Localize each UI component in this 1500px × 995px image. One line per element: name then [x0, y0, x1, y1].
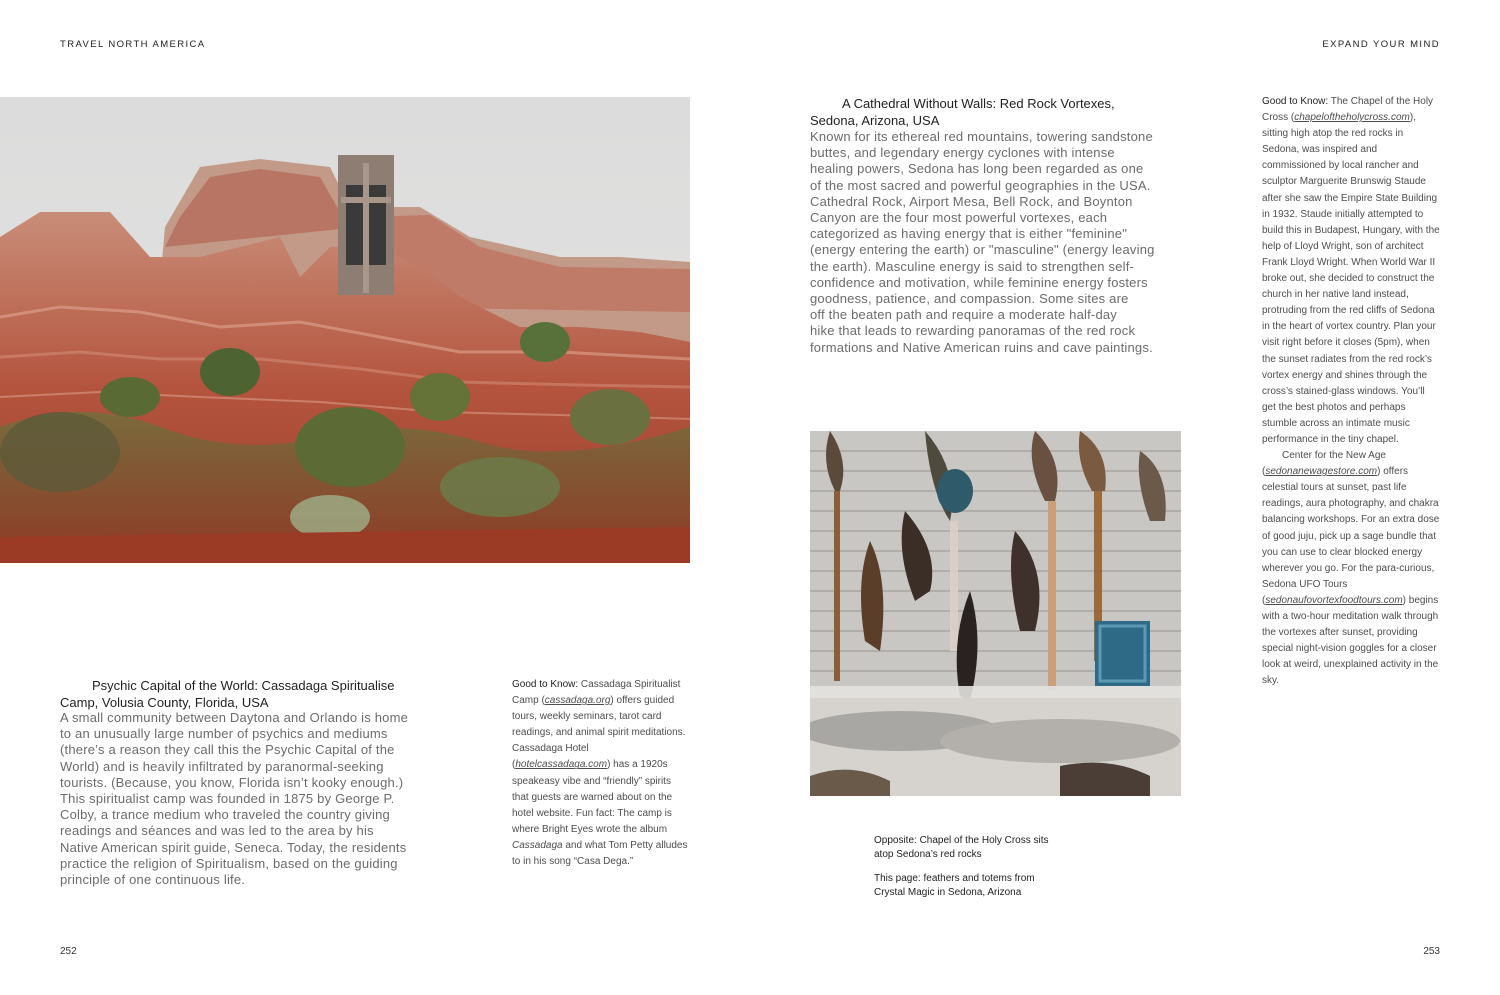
sedona-body-line: Canyon are the four most powerful vortexes, each: [810, 210, 1108, 226]
gtk-label: Good to Know:: [1262, 96, 1329, 107]
cassadaga-body-line: principle of one continuous life.: [60, 872, 246, 888]
cassadaga-body-line: (there’s a reason they call this the Psychic Capital of the: [60, 742, 395, 758]
sedona-body-line: goodness, patience, and compassion. Some sites are: [810, 291, 1129, 307]
hotel-link: hotelcassadaga.com: [515, 759, 608, 771]
cassadaga-body: [60, 710, 460, 888]
cassadaga-body-line: to an unusually large number of psychics and mediums: [60, 726, 388, 742]
gtk-text: ) offers guided tours, weekly seminars, tarot card readings, and animal spirit meditations. Cassadaga Hotel (: [512, 695, 686, 771]
gtk-text: ) begins with a two-hour meditation walk through the vortexes after sunset, providing special night-vision goggles for a closer look at weird, unexplained activity in the sky.: [1262, 594, 1439, 687]
sedona-body-line: Cathedral Rock, Airport Mesa, Bell Rock, and Boynton: [810, 193, 1133, 209]
cassadaga-good-to-know: [512, 677, 688, 870]
sedona-body-line: (energy entering the earth) or "masculine" (energy leaving: [810, 242, 1155, 258]
running-head-right: EXPAND YOUR MIND: [1322, 39, 1440, 50]
gtk-text: Cassadaga Spiritualist Camp (: [512, 679, 681, 707]
caption-opposite: Opposite: Chapel of the Holy Cross sits atop Sedona’s red rocks: [874, 835, 1049, 860]
ufo-tours-link: sedonaufovortexfoodtours.com: [1265, 594, 1403, 606]
cassadaga-body-line: practice the religion of Spiritualism, based on the guiding: [60, 855, 398, 871]
sedona-title-line2: Sedona, Arizona, USA: [810, 113, 940, 128]
cassadaga-link: cassadaga.org: [544, 695, 611, 707]
running-head-left: TRAVEL NORTH AMERICA: [60, 39, 206, 50]
chapel-photo: [0, 97, 690, 563]
sedona-title-line1: A Cathedral Without Walls: Red Rock Vortexes,: [842, 96, 1115, 111]
cassadaga-body-line: readings and séances and was led to the area by his: [60, 823, 374, 839]
sedona-body-line: hike that leads to rewarding panoramas of the red rock: [810, 323, 1136, 339]
sedona-body-line: of the most sacred and powerful geographies in the USA.: [810, 177, 1151, 193]
photo-captions: [874, 834, 1059, 910]
gtk-text: Center for the New Age (: [1262, 450, 1386, 478]
cassadaga-body-line: This spiritualist camp was founded in 1875 by George P.: [60, 791, 395, 807]
sedona-body: [810, 129, 1190, 356]
gtk-text: ) has a 1920s speakeasy vibe and “friendly” spirits that guests are warned about on the hotel website. Fun fact: The camp is where Bright Eyes wrote the album: [512, 759, 673, 835]
cassadaga-title-line2: Camp, Volusia County, Florida, USA: [60, 695, 269, 710]
cassadaga-title-line1: Psychic Capital of the World: Cassadaga Spiritualise: [92, 678, 395, 693]
cassadaga-body-line: World) and is heavily infiltrated by paranormal-seeking: [60, 758, 384, 774]
chapel-link: chapeloftheholycross.com: [1294, 112, 1410, 124]
sedona-body-line: the earth). Masculine energy is said to strengthen self-: [810, 258, 1135, 274]
gtk-text: ) offers celestial tours at sunset, past life readings, aura photography, and chakra balancing workshops. For an extra dose of good juju, pick up a sage bundle that you can use to clear blocked energy wherever you go. For the para-curious, Sedona UFO Tours (: [1262, 466, 1440, 606]
cassadaga-title: [60, 677, 460, 711]
sedona-body-line: confidence and motivation, while feminine energy fosters: [810, 274, 1148, 290]
page-number-right: 253: [1423, 946, 1440, 957]
gtk-label: Good to Know:: [512, 679, 579, 690]
feathers-photo: [810, 431, 1181, 796]
cassadaga-body-line: tourists. (Because, you know, Florida isn’t kooky enough.): [60, 774, 404, 790]
sedona-title: [810, 95, 1182, 129]
gtk-text: ), sitting high atop the red rocks in Sedona, was inspired and commissioned by local rancher and sculptor Marguerite Brunswig Staude after she saw the Empire State Building in 1932. Staude initially attempted to build this in Budapest, Hungary, with the help of Lloyd Wright, son of architect Frank Lloyd Wright. When World War II broke out, she decided to construct the church in her native land instead, protruding from the red cliffs of Sedona in the heart of vortex country. Plan your visit right before it closes (5pm), when the sunset radiates from the red rock’s vortex energy and shines through the cross’s stained-glass windows. You’ll get the best photos and perhaps stumble across an intimate music performance in the tiny chapel.: [1262, 112, 1440, 445]
cassadaga-body-line: Colby, a trance medium who traveled the country giving: [60, 807, 390, 823]
gtk-text: and what Tom Petty alludes to in his song “Casa Dega.”: [512, 839, 688, 868]
cassadaga-body-line: Native American spirit guide, Seneca. Today, the residents: [60, 839, 407, 855]
sedona-body-line: buttes, and legendary energy cyclones with intense: [810, 145, 1115, 161]
sedona-body-line: categorized as having energy that is either "feminine": [810, 226, 1128, 242]
page-number-left: 252: [60, 946, 77, 957]
sedona-body-line: Known for its ethereal red mountains, towering sandstone: [810, 129, 1153, 144]
sedona-body-line: off the beaten path and require a moderate half-day: [810, 307, 1118, 323]
sedona-body-line: formations and Native American ruins and cave paintings.: [810, 339, 1153, 355]
album-title: Cassadaga: [512, 839, 563, 851]
gtk-text: The Chapel of the Holy Cross (: [1262, 96, 1434, 124]
cassadaga-body-line: A small community between Daytona and Orlando is home: [60, 710, 409, 725]
sedona-body-line: healing powers, Sedona has long been regarded as one: [810, 161, 1144, 177]
new-age-link: sedonanewagestore.com: [1265, 466, 1378, 478]
sedona-good-to-know: [1262, 94, 1440, 689]
caption-this-page: This page: feathers and totems from Crystal Magic in Sedona, Arizona: [874, 873, 1035, 898]
